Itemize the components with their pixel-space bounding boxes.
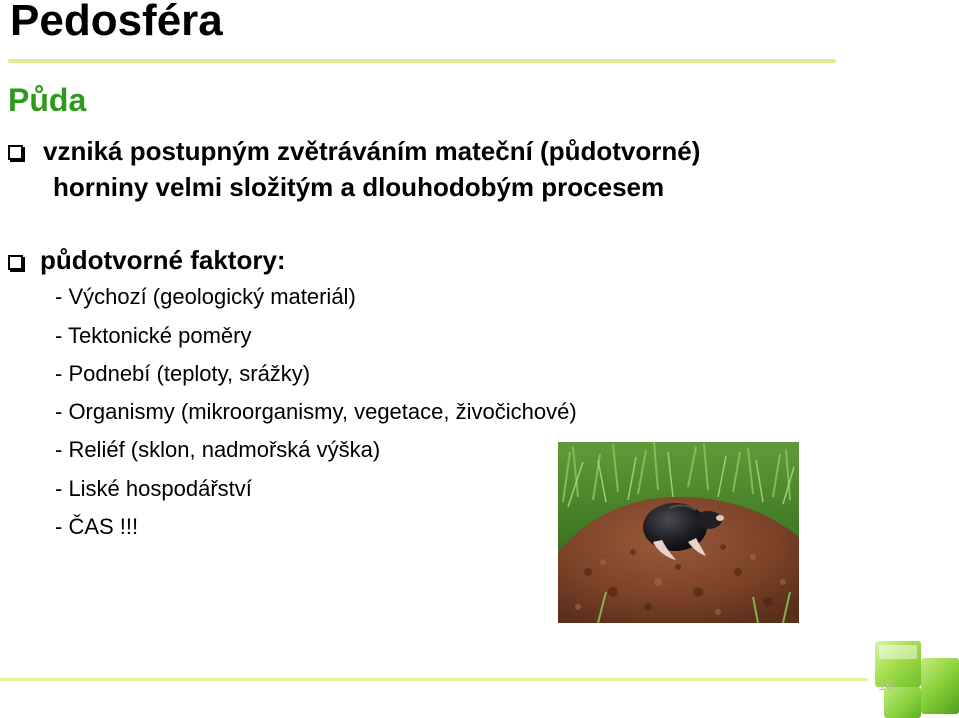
decorative-tile	[921, 658, 959, 714]
slide-subtitle: Půda	[8, 82, 87, 118]
factor-item: - Organismy (mikroorganismy, vegetace, živočichové)	[55, 399, 577, 424]
factor-item: - Tektonické poměry	[55, 323, 252, 348]
factor-item: - Liské hospodářství	[55, 476, 252, 501]
page-number: 16	[878, 677, 894, 693]
bullet-line-1: vzniká postupným zvětráváním mateční (půdotvorné)	[43, 136, 701, 166]
bullet-factors-label: půdotvorné faktory:	[40, 245, 286, 275]
bullet-line-2: horniny velmi složitým a dlouhodobým procesem	[53, 172, 665, 202]
slide-title: Pedosféra	[10, 0, 223, 45]
bullet-item-origin	[8, 133, 700, 205]
title-underline	[8, 59, 836, 63]
footer-line	[0, 678, 868, 681]
square-bullet-icon	[8, 255, 23, 270]
factor-item: - Výchozí (geologický materiál)	[55, 284, 356, 309]
decorative-tile-shine	[879, 645, 917, 659]
mole-photo	[558, 442, 799, 623]
factor-item: - ČAS !!!	[55, 514, 139, 539]
factor-item: - Reliéf (sklon, nadmořská výška)	[55, 437, 381, 462]
bullet-item-factors	[8, 242, 286, 278]
square-bullet-icon	[8, 145, 23, 160]
factor-item: - Podnebí (teploty, srážky)	[55, 361, 311, 386]
